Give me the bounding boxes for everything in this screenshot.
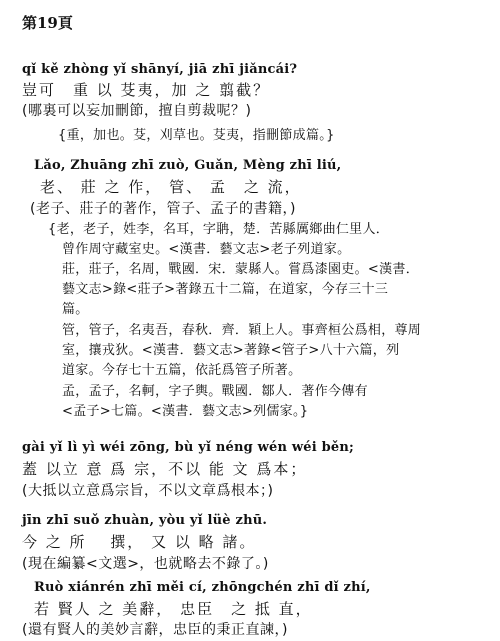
chinese-line: 豈可 重 以 芟夷，加 之 翦截？	[22, 81, 271, 99]
annotation-line: 室，攘戎狄。<漢書．藝文志>著錄<管子>八十六篇，列	[62, 343, 400, 358]
chinese-line: 老、 莊 之 作， 管、 孟 之 流，	[40, 178, 302, 196]
annotation-line: 藝文志>錄<莊子>著錄五十二篇，在道家，今存三十三	[62, 282, 389, 297]
annotation-line: 篇。	[62, 302, 89, 317]
annotation-line: 曾作周守藏室史。<漢書．藝文志>老子列道家。	[62, 242, 351, 257]
chinese-line: 蓋 以立 意 爲 宗，不以 能 文 爲本；	[22, 460, 308, 478]
annotation-line: <孟子>七篇。<漢書．藝文志>列儒家。}	[62, 404, 309, 419]
translation-line: (現在編纂<文選>，也就略去不錄了。)	[22, 556, 269, 572]
translation-line: (還有賢人的美妙言辭，忠臣的秉正直諫，)	[22, 622, 288, 638]
pinyin-line: jīn zhī suǒ zhuàn, yòu yǐ lüè zhū.	[22, 513, 268, 528]
pinyin-line: gài yǐ lì yì wéi zōng, bù yǐ néng wén wéi běn;	[22, 440, 355, 455]
chinese-line: 若 賢人 之 美辭， 忠臣 之 抵 直，	[34, 600, 313, 618]
annotation-line: 莊，莊子，名周，戰國．宋．蒙縣人。嘗爲漆園吏。<漢書．	[62, 262, 419, 277]
pinyin-line: Lǎo, Zhuāng zhī zuò, Guǎn, Mèng zhī liú,	[34, 158, 342, 173]
pinyin-line: qǐ kě zhòng yǐ shānyí, jiā zhī jiǎncái?	[22, 62, 298, 77]
translation-line: (哪裏可以妄加刪節，擅自剪裁呢？)	[22, 103, 252, 119]
translation-line: (老子、莊子的著作，管子、孟子的書籍，)	[30, 201, 296, 217]
annotation-line: 孟，孟子，名軻，字子輿。戰國．鄒人．著作今傳有	[62, 384, 368, 399]
annotation-line: {重，加也。芟，刈草也。芟夷，指刪節成篇。}	[58, 128, 335, 143]
pinyin-line: Ruò xiánrén zhī měi cí, zhōngchén zhī dǐ zhí,	[34, 580, 371, 595]
annotation-line: {老，老子，姓李，名耳，字聃，楚．苦縣厲鄉曲仁里人．	[48, 222, 390, 237]
page-number: 第19頁	[22, 14, 73, 32]
annotation-line: 道家。今存七十五篇，依託爲管子所著。	[62, 363, 302, 378]
chinese-line: 今 之 所 撰， 又 以 略 諸。	[22, 533, 257, 551]
translation-line: (大抵以立意爲宗旨，不以文章爲根本；)	[22, 483, 274, 499]
annotation-line: 管，管子，名夷吾，春秋．齊．穎上人。事齊桓公爲相，尊周	[62, 323, 422, 338]
